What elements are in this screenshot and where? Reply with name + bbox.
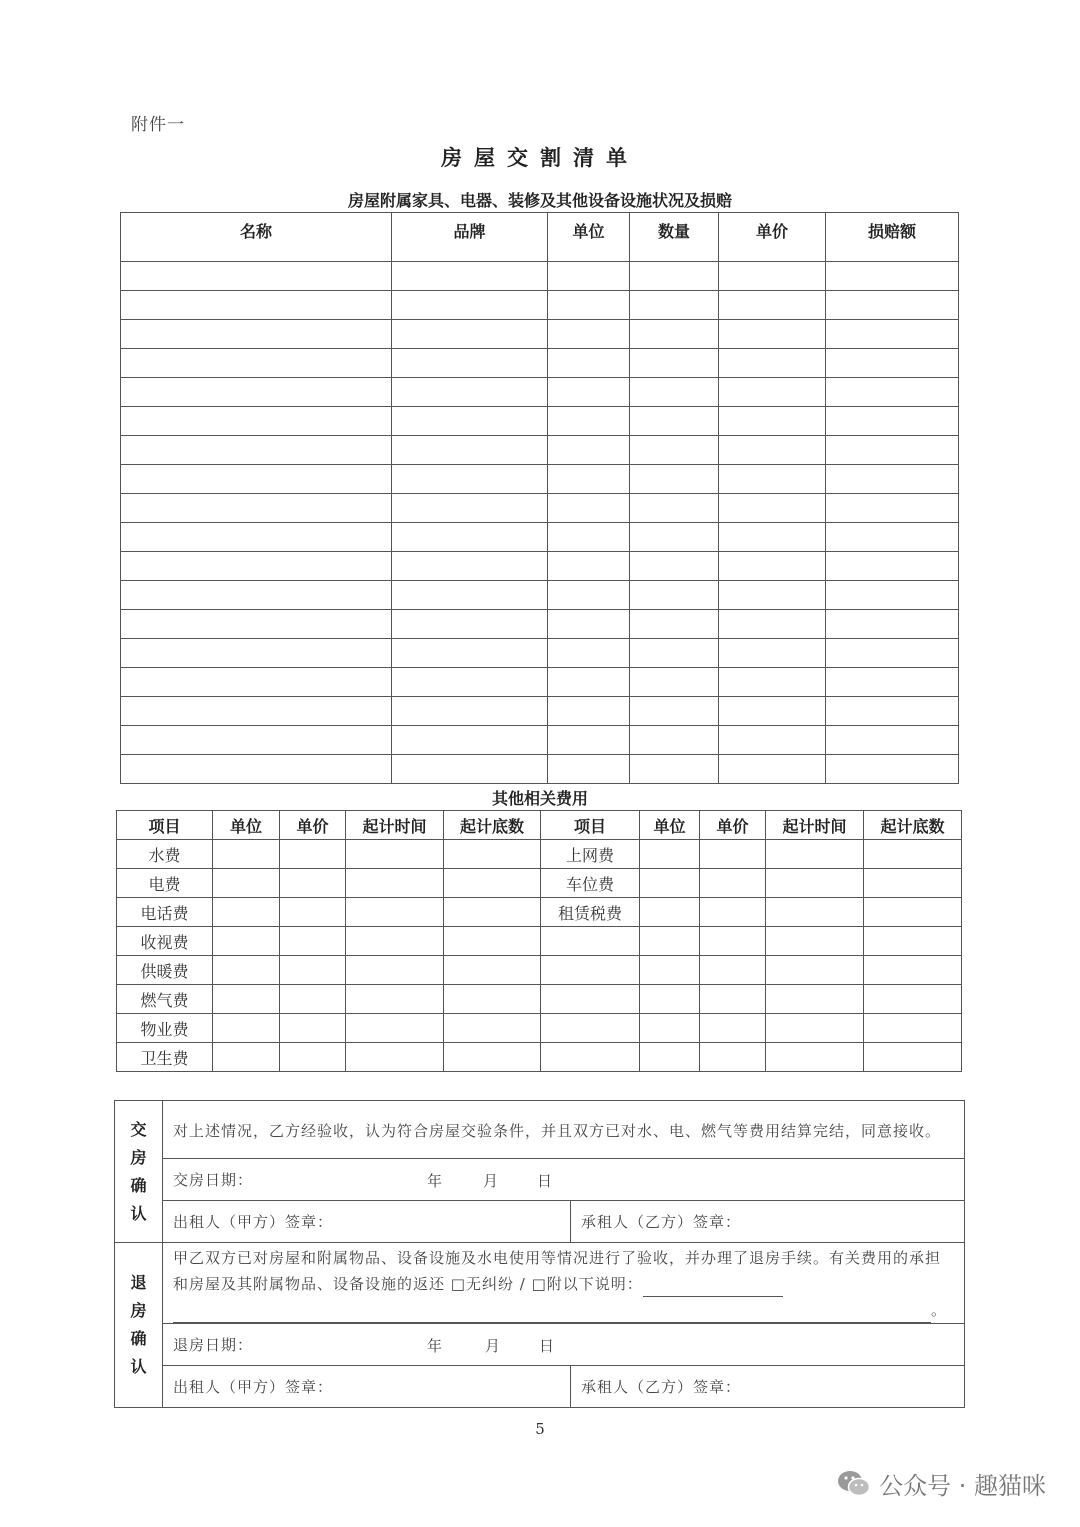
checkout-date-label: 退房日期： bbox=[173, 1336, 254, 1354]
column-header: 起计底数 bbox=[444, 811, 541, 840]
empty-cell[interactable] bbox=[121, 436, 392, 465]
empty-cell[interactable] bbox=[700, 956, 766, 985]
column-header: 单价 bbox=[700, 811, 766, 840]
empty-cell[interactable] bbox=[121, 668, 392, 697]
empty-cell[interactable] bbox=[630, 436, 719, 465]
empty-cell[interactable] bbox=[121, 755, 392, 784]
empty-cell[interactable] bbox=[121, 610, 392, 639]
empty-cell[interactable] bbox=[826, 668, 959, 697]
empty-cell[interactable] bbox=[630, 552, 719, 581]
empty-cell[interactable] bbox=[766, 840, 864, 869]
table-row bbox=[121, 378, 959, 407]
handover-tenant-sign: 承租人（乙方）签章： bbox=[571, 1201, 965, 1243]
empty-cell[interactable] bbox=[766, 1014, 864, 1043]
empty-cell[interactable] bbox=[826, 581, 959, 610]
empty-cell[interactable] bbox=[392, 523, 548, 552]
table-row bbox=[117, 985, 962, 1014]
empty-cell[interactable] bbox=[719, 407, 826, 436]
column-header: 名称 bbox=[121, 213, 392, 262]
empty-cell[interactable] bbox=[548, 639, 630, 668]
table-row bbox=[117, 927, 962, 956]
empty-cell[interactable] bbox=[548, 436, 630, 465]
empty-cell[interactable] bbox=[280, 1043, 346, 1072]
table-row bbox=[121, 494, 959, 523]
empty-cell[interactable] bbox=[121, 552, 392, 581]
table-row bbox=[121, 349, 959, 378]
empty-cell[interactable] bbox=[719, 378, 826, 407]
empty-cell[interactable] bbox=[630, 755, 719, 784]
empty-cell[interactable] bbox=[630, 697, 719, 726]
empty-cell[interactable] bbox=[346, 869, 444, 898]
empty-cell[interactable] bbox=[719, 349, 826, 378]
checkout-side-label: 退 房 确 认 bbox=[115, 1243, 163, 1408]
empty-cell[interactable] bbox=[826, 262, 959, 291]
empty-cell[interactable] bbox=[121, 639, 392, 668]
empty-cell[interactable] bbox=[280, 927, 346, 956]
table-row bbox=[117, 898, 962, 927]
empty-cell[interactable] bbox=[640, 869, 700, 898]
table-row bbox=[121, 407, 959, 436]
watermark bbox=[837, 1466, 1046, 1501]
empty-cell[interactable] bbox=[640, 1014, 700, 1043]
empty-cell[interactable] bbox=[548, 552, 630, 581]
fee-item-label bbox=[541, 956, 640, 985]
empty-cell[interactable] bbox=[121, 320, 392, 349]
checkout-year-label: 年 bbox=[427, 1337, 444, 1355]
empty-cell[interactable] bbox=[121, 349, 392, 378]
empty-cell[interactable] bbox=[630, 639, 719, 668]
empty-cell[interactable] bbox=[548, 755, 630, 784]
empty-cell[interactable] bbox=[121, 291, 392, 320]
table-header-row bbox=[121, 213, 959, 262]
empty-cell[interactable] bbox=[280, 869, 346, 898]
checkout-landlord-sign: 出租人（甲方）签章： bbox=[163, 1366, 571, 1408]
empty-cell[interactable] bbox=[630, 320, 719, 349]
empty-cell[interactable] bbox=[719, 726, 826, 755]
empty-cell[interactable] bbox=[864, 840, 962, 869]
empty-cell[interactable] bbox=[630, 349, 719, 378]
empty-cell[interactable] bbox=[121, 262, 392, 291]
empty-cell[interactable] bbox=[630, 262, 719, 291]
handover-date-label: 交房日期： bbox=[173, 1171, 254, 1189]
confirmation-table bbox=[114, 1100, 965, 1408]
table-row bbox=[117, 869, 962, 898]
fee-item-label: 燃气费 bbox=[117, 985, 213, 1014]
empty-cell[interactable] bbox=[630, 610, 719, 639]
fee-item-label bbox=[541, 1014, 640, 1043]
empty-cell[interactable] bbox=[392, 436, 548, 465]
fee-item-label: 车位费 bbox=[541, 869, 640, 898]
empty-cell[interactable] bbox=[280, 956, 346, 985]
empty-cell[interactable] bbox=[444, 869, 541, 898]
empty-cell[interactable] bbox=[719, 668, 826, 697]
empty-cell[interactable] bbox=[766, 869, 864, 898]
empty-cell[interactable] bbox=[630, 581, 719, 610]
empty-cell[interactable] bbox=[719, 262, 826, 291]
empty-cell[interactable] bbox=[826, 378, 959, 407]
checkout-date-row bbox=[163, 1324, 965, 1366]
empty-cell[interactable] bbox=[280, 840, 346, 869]
empty-cell[interactable] bbox=[548, 378, 630, 407]
fee-item-label: 租赁税费 bbox=[541, 898, 640, 927]
empty-cell[interactable] bbox=[719, 523, 826, 552]
empty-cell[interactable] bbox=[213, 840, 280, 869]
fee-item-label: 卫生费 bbox=[117, 1043, 213, 1072]
empty-cell[interactable] bbox=[280, 898, 346, 927]
table-row bbox=[121, 639, 959, 668]
empty-cell[interactable] bbox=[826, 494, 959, 523]
empty-cell[interactable] bbox=[444, 1043, 541, 1072]
empty-cell[interactable] bbox=[213, 1014, 280, 1043]
explanation-line-1[interactable] bbox=[643, 1296, 783, 1297]
empty-cell[interactable] bbox=[392, 610, 548, 639]
table-row bbox=[121, 436, 959, 465]
column-header: 品牌 bbox=[392, 213, 548, 262]
fees-table bbox=[116, 810, 962, 1072]
empty-cell[interactable] bbox=[346, 1043, 444, 1072]
empty-cell[interactable] bbox=[346, 840, 444, 869]
empty-cell[interactable] bbox=[121, 697, 392, 726]
table-row bbox=[121, 262, 959, 291]
empty-cell[interactable] bbox=[864, 898, 962, 927]
empty-cell[interactable] bbox=[121, 407, 392, 436]
empty-cell[interactable] bbox=[864, 956, 962, 985]
empty-cell[interactable] bbox=[548, 668, 630, 697]
empty-cell[interactable] bbox=[864, 1043, 962, 1072]
empty-cell[interactable] bbox=[864, 869, 962, 898]
empty-cell[interactable] bbox=[719, 552, 826, 581]
column-header: 单位 bbox=[213, 811, 280, 840]
table-header-row bbox=[117, 811, 962, 840]
checkout-day-label: 日 bbox=[539, 1337, 556, 1355]
empty-cell[interactable] bbox=[392, 407, 548, 436]
empty-cell[interactable] bbox=[444, 956, 541, 985]
empty-cell[interactable] bbox=[826, 291, 959, 320]
table-row bbox=[117, 1014, 962, 1043]
fee-item-label: 水费 bbox=[117, 840, 213, 869]
empty-cell[interactable] bbox=[630, 523, 719, 552]
fee-item-label: 供暖费 bbox=[117, 956, 213, 985]
column-header: 损赔额 bbox=[826, 213, 959, 262]
empty-cell[interactable] bbox=[346, 927, 444, 956]
table-row bbox=[117, 1043, 962, 1072]
empty-cell[interactable] bbox=[826, 552, 959, 581]
empty-cell[interactable] bbox=[213, 1043, 280, 1072]
table-row bbox=[121, 610, 959, 639]
table-row bbox=[121, 320, 959, 349]
empty-cell[interactable] bbox=[630, 465, 719, 494]
table-row bbox=[121, 291, 959, 320]
empty-cell[interactable] bbox=[548, 726, 630, 755]
empty-cell[interactable] bbox=[392, 320, 548, 349]
fee-item-label: 收视费 bbox=[117, 927, 213, 956]
empty-cell[interactable] bbox=[640, 956, 700, 985]
empty-cell[interactable] bbox=[392, 726, 548, 755]
empty-cell[interactable] bbox=[280, 985, 346, 1014]
empty-cell[interactable] bbox=[121, 465, 392, 494]
page-number: 5 bbox=[535, 1420, 545, 1438]
empty-cell[interactable] bbox=[630, 726, 719, 755]
empty-cell[interactable] bbox=[719, 320, 826, 349]
empty-cell[interactable] bbox=[548, 610, 630, 639]
empty-cell[interactable] bbox=[826, 755, 959, 784]
empty-cell[interactable] bbox=[548, 523, 630, 552]
table-row bbox=[121, 552, 959, 581]
empty-cell[interactable] bbox=[640, 927, 700, 956]
attach-explanation-option[interactable]: □附以下说明： bbox=[531, 1275, 643, 1293]
fee-item-label bbox=[541, 985, 640, 1014]
empty-cell[interactable] bbox=[392, 755, 548, 784]
empty-cell[interactable] bbox=[346, 985, 444, 1014]
column-header: 数量 bbox=[630, 213, 719, 262]
empty-cell[interactable] bbox=[213, 869, 280, 898]
wechat-icon bbox=[837, 1469, 871, 1499]
empty-cell[interactable] bbox=[392, 291, 548, 320]
empty-cell[interactable] bbox=[640, 898, 700, 927]
checkout-month-label: 月 bbox=[485, 1337, 502, 1355]
page-title: 房屋交割清单 bbox=[441, 145, 639, 170]
empty-cell[interactable] bbox=[826, 436, 959, 465]
empty-cell[interactable] bbox=[700, 1043, 766, 1072]
empty-cell[interactable] bbox=[548, 581, 630, 610]
table-row bbox=[117, 840, 962, 869]
checkout-tenant-sign: 承租人（乙方）签章： bbox=[571, 1366, 965, 1408]
empty-cell[interactable] bbox=[826, 465, 959, 494]
fee-item-label bbox=[541, 1043, 640, 1072]
checkout-statement: 甲乙双方已对房屋和附属物品、设备设施及水电使用等情况进行了验收，并办理了退房手续。有关费用的承担和房屋及其附属物品、设备设施的返还 □无纠纷 / □附以下说明： 。 bbox=[163, 1243, 965, 1324]
empty-cell[interactable] bbox=[121, 581, 392, 610]
attachment-label: 附件一 bbox=[131, 115, 185, 135]
empty-cell[interactable] bbox=[826, 697, 959, 726]
empty-cell[interactable] bbox=[548, 697, 630, 726]
empty-cell[interactable] bbox=[548, 494, 630, 523]
empty-cell[interactable] bbox=[444, 1014, 541, 1043]
empty-cell[interactable] bbox=[766, 1043, 864, 1072]
handover-month-label: 月 bbox=[483, 1172, 500, 1190]
empty-cell[interactable] bbox=[444, 927, 541, 956]
table-row bbox=[121, 755, 959, 784]
empty-cell[interactable] bbox=[392, 552, 548, 581]
empty-cell[interactable] bbox=[719, 465, 826, 494]
empty-cell[interactable] bbox=[548, 407, 630, 436]
empty-cell[interactable] bbox=[719, 291, 826, 320]
empty-cell[interactable] bbox=[548, 262, 630, 291]
empty-cell[interactable] bbox=[392, 465, 548, 494]
empty-cell[interactable] bbox=[826, 349, 959, 378]
empty-cell[interactable] bbox=[444, 898, 541, 927]
handover-year-label: 年 bbox=[427, 1172, 444, 1190]
watermark-text: 公众号 · 趣猫咪 bbox=[879, 1472, 1046, 1500]
handover-side-label: 交 房 确 认 bbox=[115, 1101, 163, 1243]
empty-cell[interactable] bbox=[392, 494, 548, 523]
empty-cell[interactable] bbox=[121, 523, 392, 552]
empty-cell[interactable] bbox=[213, 927, 280, 956]
column-header: 项目 bbox=[117, 811, 213, 840]
empty-cell[interactable] bbox=[392, 697, 548, 726]
empty-cell[interactable] bbox=[213, 985, 280, 1014]
empty-cell[interactable] bbox=[719, 755, 826, 784]
empty-cell[interactable] bbox=[346, 1014, 444, 1043]
empty-cell[interactable] bbox=[766, 956, 864, 985]
empty-cell[interactable] bbox=[548, 291, 630, 320]
empty-cell[interactable] bbox=[392, 668, 548, 697]
handover-date-row bbox=[163, 1159, 965, 1201]
empty-cell[interactable] bbox=[700, 840, 766, 869]
empty-cell[interactable] bbox=[346, 956, 444, 985]
table-row bbox=[121, 523, 959, 552]
empty-cell[interactable] bbox=[826, 320, 959, 349]
handover-day-label: 日 bbox=[537, 1172, 554, 1190]
fee-item-label: 电费 bbox=[117, 869, 213, 898]
empty-cell[interactable] bbox=[864, 1014, 962, 1043]
column-header: 项目 bbox=[541, 811, 640, 840]
column-header: 起计底数 bbox=[864, 811, 962, 840]
table-row bbox=[117, 956, 962, 985]
column-header: 起计时间 bbox=[346, 811, 444, 840]
empty-cell[interactable] bbox=[766, 985, 864, 1014]
empty-cell[interactable] bbox=[630, 407, 719, 436]
column-header: 单位 bbox=[640, 811, 700, 840]
empty-cell[interactable] bbox=[392, 378, 548, 407]
table-row bbox=[121, 581, 959, 610]
furniture-table bbox=[120, 212, 959, 784]
empty-cell[interactable] bbox=[719, 494, 826, 523]
empty-cell[interactable] bbox=[548, 465, 630, 494]
fee-item-label: 物业费 bbox=[117, 1014, 213, 1043]
empty-cell[interactable] bbox=[392, 349, 548, 378]
empty-cell[interactable] bbox=[630, 378, 719, 407]
table-row bbox=[121, 726, 959, 755]
empty-cell[interactable] bbox=[121, 726, 392, 755]
empty-cell[interactable] bbox=[826, 639, 959, 668]
empty-cell[interactable] bbox=[392, 262, 548, 291]
empty-cell[interactable] bbox=[826, 726, 959, 755]
empty-cell[interactable] bbox=[719, 610, 826, 639]
empty-cell[interactable] bbox=[280, 1014, 346, 1043]
column-header: 单价 bbox=[719, 213, 826, 262]
empty-cell[interactable] bbox=[640, 840, 700, 869]
column-header: 单价 bbox=[280, 811, 346, 840]
fee-item-label: 上网费 bbox=[541, 840, 640, 869]
empty-cell[interactable] bbox=[213, 898, 280, 927]
empty-cell[interactable] bbox=[719, 581, 826, 610]
empty-cell[interactable] bbox=[700, 927, 766, 956]
empty-cell[interactable] bbox=[719, 697, 826, 726]
empty-cell[interactable] bbox=[548, 320, 630, 349]
empty-cell[interactable] bbox=[766, 927, 864, 956]
empty-cell[interactable] bbox=[444, 985, 541, 1014]
empty-cell[interactable] bbox=[121, 494, 392, 523]
empty-cell[interactable] bbox=[640, 1043, 700, 1072]
empty-cell[interactable] bbox=[630, 668, 719, 697]
empty-cell[interactable] bbox=[826, 610, 959, 639]
empty-cell[interactable] bbox=[766, 898, 864, 927]
empty-cell[interactable] bbox=[700, 985, 766, 1014]
column-header: 起计时间 bbox=[766, 811, 864, 840]
empty-cell[interactable] bbox=[392, 639, 548, 668]
no-dispute-option[interactable]: □无纠纷 bbox=[450, 1275, 514, 1293]
empty-cell[interactable] bbox=[700, 898, 766, 927]
section2-heading: 其他相关费用 bbox=[491, 789, 588, 808]
empty-cell[interactable] bbox=[392, 581, 548, 610]
empty-cell[interactable] bbox=[719, 436, 826, 465]
table-row bbox=[121, 668, 959, 697]
fee-item-label: 电话费 bbox=[117, 898, 213, 927]
table-row bbox=[121, 465, 959, 494]
handover-statement: 对上述情况，乙方经验收，认为符合房屋交验条件，并且双方已对水、电、燃气等费用结算完结，同意接收。 bbox=[163, 1101, 965, 1159]
empty-cell[interactable] bbox=[864, 927, 962, 956]
empty-cell[interactable] bbox=[700, 869, 766, 898]
empty-cell[interactable] bbox=[346, 898, 444, 927]
empty-cell[interactable] bbox=[826, 407, 959, 436]
empty-cell[interactable] bbox=[630, 494, 719, 523]
empty-cell[interactable] bbox=[630, 291, 719, 320]
column-header: 单位 bbox=[548, 213, 630, 262]
empty-cell[interactable] bbox=[213, 956, 280, 985]
handover-landlord-sign: 出租人（甲方）签章： bbox=[163, 1201, 571, 1243]
empty-cell[interactable] bbox=[444, 840, 541, 869]
empty-cell[interactable] bbox=[864, 985, 962, 1014]
table-row bbox=[121, 697, 959, 726]
empty-cell[interactable] bbox=[121, 378, 392, 407]
empty-cell[interactable] bbox=[826, 523, 959, 552]
empty-cell[interactable] bbox=[719, 639, 826, 668]
section1-heading: 房屋附属家具、电器、装修及其他设备设施状况及损赔 bbox=[347, 191, 732, 210]
empty-cell[interactable] bbox=[640, 985, 700, 1014]
fee-item-label bbox=[541, 927, 640, 956]
empty-cell[interactable] bbox=[548, 349, 630, 378]
empty-cell[interactable] bbox=[700, 1014, 766, 1043]
